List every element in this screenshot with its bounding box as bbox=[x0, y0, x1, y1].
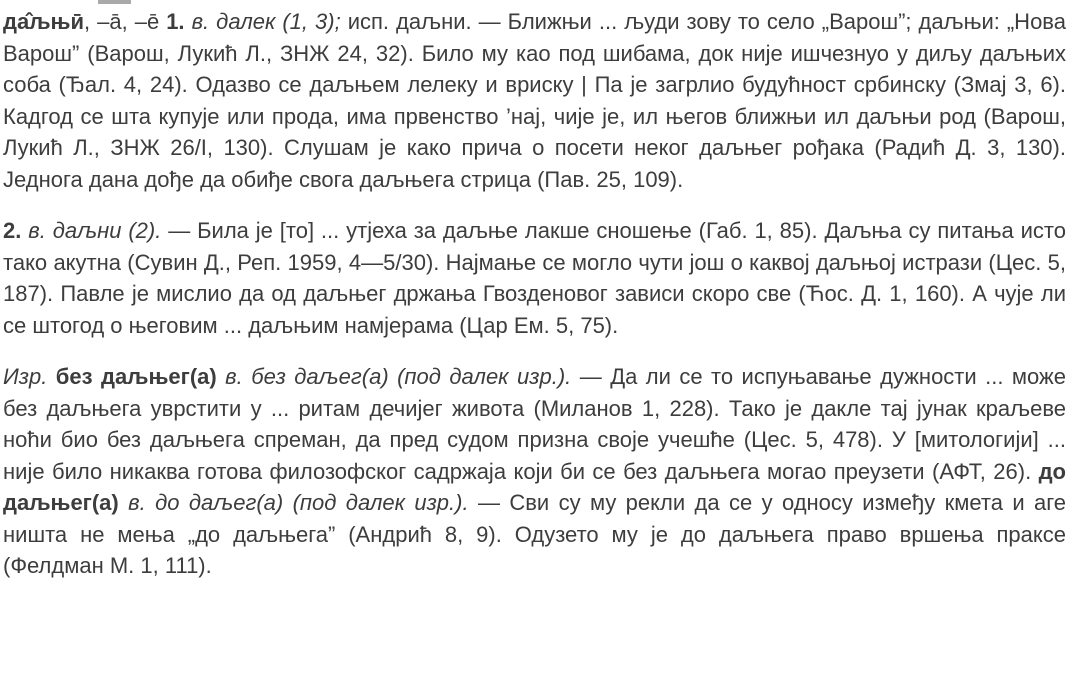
clipped-element-fragment bbox=[98, 0, 131, 4]
entry-paragraph-2 bbox=[3, 215, 1066, 341]
text-run: — Сви су му рекли да се у односу између кмета и аге ништа не мења „до даљњега” (Андрић 8, 9). Одузето му је до даљњега право вршења праксе (Фелдман М. 1, 111). bbox=[3, 490, 1066, 578]
bold-run: до даљњег(а) bbox=[3, 458, 1066, 515]
entry-body bbox=[3, 6, 1066, 582]
text-run: — Била је [то] ... утјеха за даљње лакше сношење (Габ. 1, 85). Даљња су питања исто тако акутна (Сувин Д., Реп. 1959, 4—5/30). Најмање се могло чути још о каквој даљњој истрази (Цес. 5, 187). Павле је мислио да од даљњег држања Гвозденовог зависи скоро све (Ћос. Д. 1, 160). А чује ли се штогод о његовим ... даљњим намјерама (Цар Ем. 5, 75). bbox=[3, 218, 1066, 338]
entry-paragraph-1 bbox=[3, 6, 1066, 195]
text-run: — Да ли се то испуњавање дужности ... може без даљњега уврстити у ... ритам дечијег живота (Миланов 1, 228). Тако је дакле тај јунак краљеве ноћи био без даљњега спреман, да пред судом призна своје учешће (Цес. 5, 478). У [митологији] ... није било никаква готова филозофског садржаја који би се без даљњега могао преузети (АФТ, 26). bbox=[3, 364, 1066, 484]
italic-run: в. до даљег(а) (под далек изр.). bbox=[128, 490, 478, 515]
bold-run: без даљњег(а) bbox=[55, 364, 226, 389]
text-run: исп. даљни. — Ближњи ... људи зову то село „Варош”; даљњи: „Нова Варош” (Варош, Лукић Л., ЗНЖ 24, 32). Било му као под шибама, док није ишчезнуо у диљу даљњих соба (Ђал. 4, 24). Одазво се даљњем лелеку и вриску | Па је загрлио будућност србинску (Змај 3, 6). Кадгод се шта купује или прода, има првенство ’нај, чије је, ил његов ближњи ил даљњи род (Варош, Лукић Л., ЗНЖ 26/I, 130). Слушам је како прича о посети неког даљњег рођака (Радић Д. 3, 130). Једнога дана дође да обиђе свога даљњега стрица (Пав. 25, 109). bbox=[3, 9, 1066, 192]
entry-paragraph-3 bbox=[3, 361, 1066, 582]
italic-run: Изр. bbox=[3, 364, 56, 389]
text-run: , –а̄, –е̄ bbox=[83, 9, 167, 34]
bold-run: 1. bbox=[166, 9, 192, 34]
italic-run: в. далек (1, 3); bbox=[191, 9, 348, 34]
italic-run: в. даљни (2). bbox=[28, 218, 169, 243]
italic-run: в. без даљег(а) (под далек изр.). bbox=[225, 364, 580, 389]
bold-run: да̂љњӣ bbox=[3, 9, 84, 34]
bold-run: 2. bbox=[3, 218, 29, 243]
